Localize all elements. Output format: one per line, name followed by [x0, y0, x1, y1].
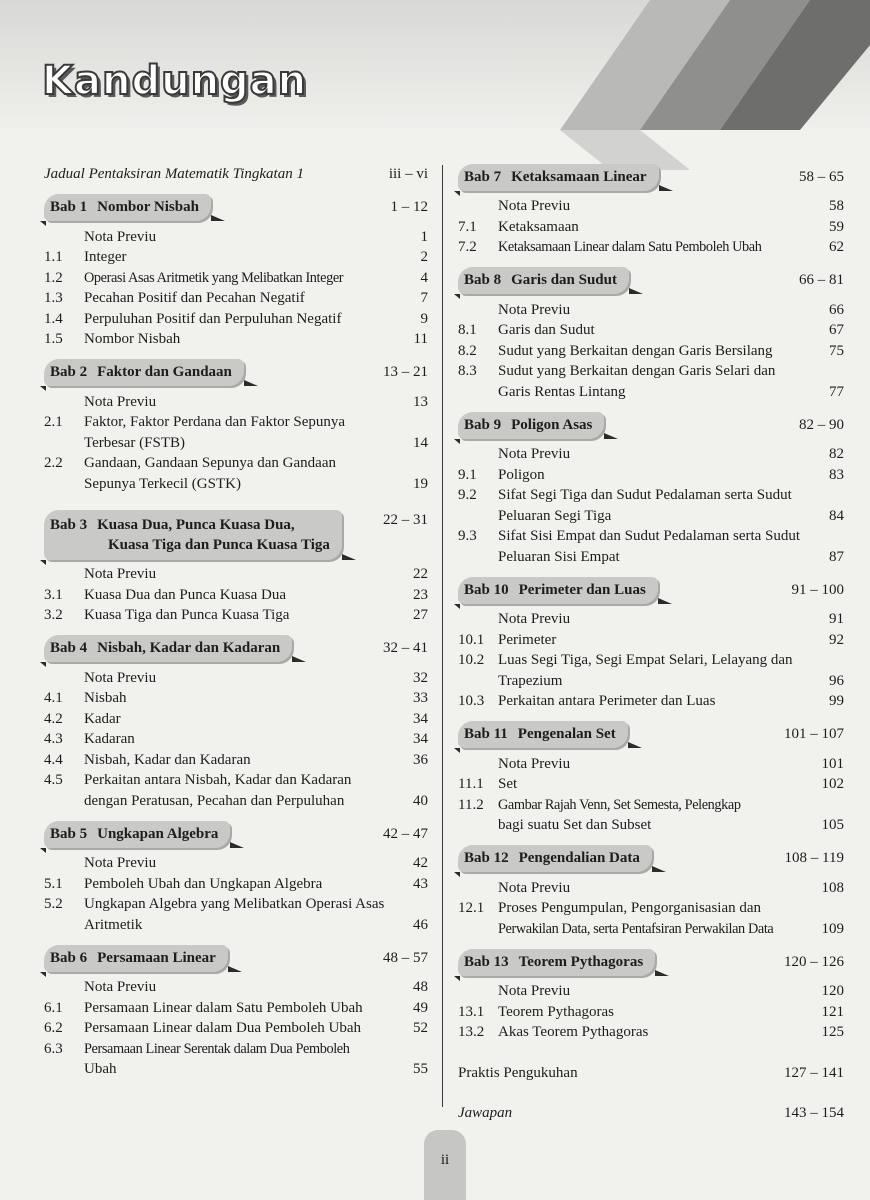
chapter-page-range: 91 – 100 — [791, 581, 844, 598]
chapter-pill: Bab 9 Poligon Asas — [458, 412, 604, 439]
toc-entry[interactable]: Aritmetik 46 — [84, 916, 428, 933]
toc-entry[interactable]: Garis Rentas Lintang 77 — [498, 383, 844, 400]
toc-entry[interactable]: Nota Previu 101 — [498, 755, 844, 772]
toc-entry[interactable]: 1.3 Pecahan Positif dan Pecahan Negatif 7 — [44, 290, 428, 306]
chapter-pill: Bab 8 Garis dan Sudut — [458, 267, 629, 294]
page-title: Kandungan — [42, 58, 308, 104]
chapter-header[interactable] — [44, 356, 428, 390]
toc-entry[interactable]: 4.3 Kadaran 34 — [44, 731, 428, 747]
toc-entry[interactable]: 2.2 Gandaan, Gandaan Sepunya dan Gandaan — [44, 455, 336, 471]
chapter-pill: Bab 13 Teorem Pythagoras — [458, 949, 655, 976]
chapter-header[interactable] — [458, 408, 844, 442]
chapter-header[interactable] — [458, 160, 844, 194]
toc-entry[interactable]: 3.1 Kuasa Dua dan Punca Kuasa Dua 23 — [44, 586, 428, 603]
toc-entry[interactable]: Nota Previu 82 — [498, 446, 844, 462]
chapter-page-range: 32 – 41 — [383, 640, 428, 656]
chapter-pill: Bab 3 Kuasa Dua, Punca Kuasa Dua, Kuasa Tiga dan Punca Kuasa Tiga — [44, 510, 342, 560]
chapter-pill: Bab 2 Faktor dan Gandaan — [44, 359, 244, 386]
chapter-page-range: 42 – 47 — [383, 825, 428, 842]
toc-entry[interactable]: Nota Previu 42 — [84, 855, 428, 871]
toc-entry[interactable]: Nota Previu 120 — [498, 983, 844, 999]
jawapan-pages: 143 – 154 — [784, 1105, 844, 1121]
toc-entry[interactable]: 1.5 Nombor Nisbah 11 — [44, 331, 428, 347]
toc-entry[interactable]: 6.2 Persamaan Linear dalam Dua Pemboleh Ubah 52 — [44, 1020, 428, 1036]
toc-entry[interactable]: Nota Previu 108 — [498, 879, 844, 896]
toc-entry[interactable]: Sepunya Terkecil (GSTK) 19 — [84, 475, 428, 492]
toc-entry[interactable]: Terbesar (FSTB) 14 — [84, 434, 428, 451]
chapter-pill: Bab 12 Pengendalian Data — [458, 845, 652, 872]
toc-entry[interactable]: 10.1 Perimeter 92 — [458, 631, 844, 648]
toc-entry[interactable]: 7.1 Ketaksamaan 59 — [458, 218, 844, 235]
toc-entry[interactable]: 2.1 Faktor, Faktor Perdana dan Faktor Sepunya — [44, 414, 346, 430]
toc-entry[interactable]: Perwakilan Data, serta Pentafsiran Perwakilan Data 109 — [498, 920, 844, 937]
toc-entry[interactable]: 13.2 Akas Teorem Pythagoras 125 — [458, 1024, 844, 1040]
chapter-header[interactable] — [458, 264, 844, 298]
jawapan-entry[interactable] — [458, 1103, 844, 1124]
toc-entry[interactable]: 1.4 Perpuluhan Positif dan Perpuluhan Negatif 9 — [44, 310, 428, 327]
toc-left-column — [44, 160, 428, 1080]
toc-entry[interactable]: 11.2 Gambar Rajah Venn, Set Semesta, Pelengkap — [458, 796, 741, 813]
chapter-page-range: 101 – 107 — [784, 726, 844, 742]
toc-entry[interactable]: Nota Previu 48 — [84, 979, 428, 995]
toc-entry[interactable]: 13.1 Teorem Pythagoras 121 — [458, 1003, 844, 1020]
toc-entry[interactable]: 4.1 Nisbah 33 — [44, 690, 428, 706]
chapter-header[interactable] — [44, 941, 428, 975]
chapter-pill: Bab 11 Pengenalan Set — [458, 721, 628, 748]
toc-entry[interactable]: bagi suatu Set dan Subset 105 — [498, 817, 844, 833]
chapter-page-range: 58 – 65 — [799, 168, 844, 185]
toc-entry[interactable]: 4.4 Nisbah, Kadar dan Kadaran 36 — [44, 751, 428, 768]
toc-entry[interactable]: 8.2 Sudut yang Berkaitan dengan Garis Bersilang 75 — [458, 342, 844, 359]
jawapan-label: Jawapan — [458, 1105, 513, 1121]
toc-entry[interactable]: 5.1 Pemboleh Ubah dan Ungkapan Algebra 43 — [44, 875, 428, 892]
page-number: ii — [440, 1152, 450, 1168]
toc-entry[interactable]: Nota Previu 91 — [498, 611, 844, 627]
chapter-page-range: 13 – 21 — [383, 364, 428, 380]
chapter-pill: Bab 6 Persamaan Linear — [44, 945, 228, 972]
chapter-header[interactable] — [44, 191, 428, 225]
chapter-header[interactable] — [458, 718, 844, 752]
toc-entry[interactable]: 6.3 Persamaan Linear Serentak dalam Dua Pemboleh — [44, 1040, 350, 1057]
chapter-page-range: 48 – 57 — [383, 949, 428, 966]
chapter-pill: Bab 5 Ungkapan Algebra — [44, 821, 230, 848]
toc-entry[interactable]: 8.3 Sudut yang Berkaitan dengan Garis Selari dan — [458, 363, 776, 379]
chapter-pill: Bab 4 Nisbah, Kadar dan Kadaran — [44, 635, 292, 662]
toc-entry[interactable]: 5.2 Ungkapan Algebra yang Melibatkan Operasi Asas — [44, 896, 385, 912]
jadual-pages: iii – vi — [388, 166, 428, 182]
toc-entry[interactable]: 1.1 Integer 2 — [44, 249, 428, 265]
column-divider — [442, 165, 443, 1107]
jadual-label: Jadual Pentaksiran Matematik Tingkatan 1 — [44, 166, 304, 182]
toc-entry[interactable]: 12.1 Proses Pengumpulan, Pengorganisasian dan — [458, 900, 762, 916]
toc-entry[interactable]: Nota Previu 22 — [84, 566, 428, 582]
chapter-header[interactable] — [458, 842, 844, 876]
toc-entry[interactable]: Nota Previu 58 — [498, 198, 844, 214]
toc-entry[interactable]: Peluaran Sisi Empat 87 — [498, 548, 844, 565]
chapter-header[interactable] — [44, 508, 428, 562]
toc-entry[interactable]: 7.2 Ketaksamaan Linear dalam Satu Pemboleh Ubah 62 — [458, 239, 844, 255]
chapter-header[interactable] — [458, 945, 844, 979]
chapter-header[interactable] — [458, 573, 844, 607]
chapter-pill: Bab 10 Perimeter dan Luas — [458, 577, 658, 604]
toc-entry[interactable]: 4.5 Perkaitan antara Nisbah, Kadar dan Kadaran — [44, 772, 352, 788]
jadual-entry[interactable] — [44, 164, 428, 185]
toc-entry[interactable]: Trapezium 96 — [498, 672, 844, 689]
toc-entry[interactable]: Peluaran Segi Tiga 84 — [498, 507, 844, 524]
toc-entry[interactable]: 6.1 Persamaan Linear dalam Satu Pemboleh Ubah 49 — [44, 999, 428, 1016]
praktis-entry[interactable] — [458, 1063, 844, 1084]
chapter-page-range: 1 – 12 — [390, 199, 428, 215]
toc-entry[interactable]: 10.2 Luas Segi Tiga, Segi Empat Selari, Lelayang dan — [458, 652, 793, 668]
toc-entry[interactable]: 4.2 Kadar 34 — [44, 710, 428, 727]
toc-entry[interactable]: 9.3 Sifat Sisi Empat dan Sudut Pedalaman serta Sudut — [458, 528, 801, 544]
toc-entry[interactable]: 8.1 Garis dan Sudut 67 — [458, 322, 844, 338]
page-number-tab — [424, 1130, 466, 1200]
praktis-label: Praktis Pengukuhan — [458, 1064, 578, 1081]
chapter-header[interactable] — [44, 817, 428, 851]
toc-entry[interactable]: Nota Previu 1 — [84, 228, 428, 245]
toc-entry[interactable]: 9.2 Sifat Segi Tiga dan Sudut Pedalaman serta Sudut — [458, 487, 792, 503]
chapter-page-range: 82 – 90 — [799, 416, 844, 433]
chapter-pill: Bab 1 Nombor Nisbah — [44, 194, 211, 221]
chapter-page-range: 120 – 126 — [784, 953, 844, 970]
chapter-pill: Bab 7 Ketaksamaan Linear — [458, 164, 659, 191]
praktis-pages: 127 – 141 — [784, 1064, 844, 1081]
toc-entry[interactable]: Ubah 55 — [84, 1061, 428, 1077]
toc-entry[interactable]: 9.1 Poligon 83 — [458, 466, 844, 483]
toc-entry[interactable]: 3.2 Kuasa Tiga dan Punca Kuasa Tiga 27 — [44, 607, 428, 623]
toc-entry[interactable]: 10.3 Perkaitan antara Perimeter dan Luas 99 — [458, 693, 844, 709]
toc-entry[interactable]: dengan Peratusan, Pecahan dan Perpuluhan 40 — [84, 792, 428, 809]
chapter-page-range: 66 – 81 — [799, 272, 844, 288]
toc-right-column — [458, 160, 844, 1124]
toc-entry[interactable]: Nota Previu 66 — [498, 301, 844, 318]
toc-entry[interactable]: Nota Previu 13 — [84, 393, 428, 410]
chapter-page-range: 22 – 31 — [383, 512, 428, 528]
chevron-decoration-icon — [400, 0, 870, 170]
chapter-page-range: 108 – 119 — [784, 850, 844, 866]
toc-entry[interactable]: 1.2 Operasi Asas Aritmetik yang Melibatkan Integer 4 — [44, 269, 428, 286]
toc-entry[interactable]: 11.1 Set 102 — [458, 776, 844, 792]
toc-entry[interactable]: Nota Previu 32 — [84, 669, 428, 686]
chapter-header[interactable] — [44, 632, 428, 666]
